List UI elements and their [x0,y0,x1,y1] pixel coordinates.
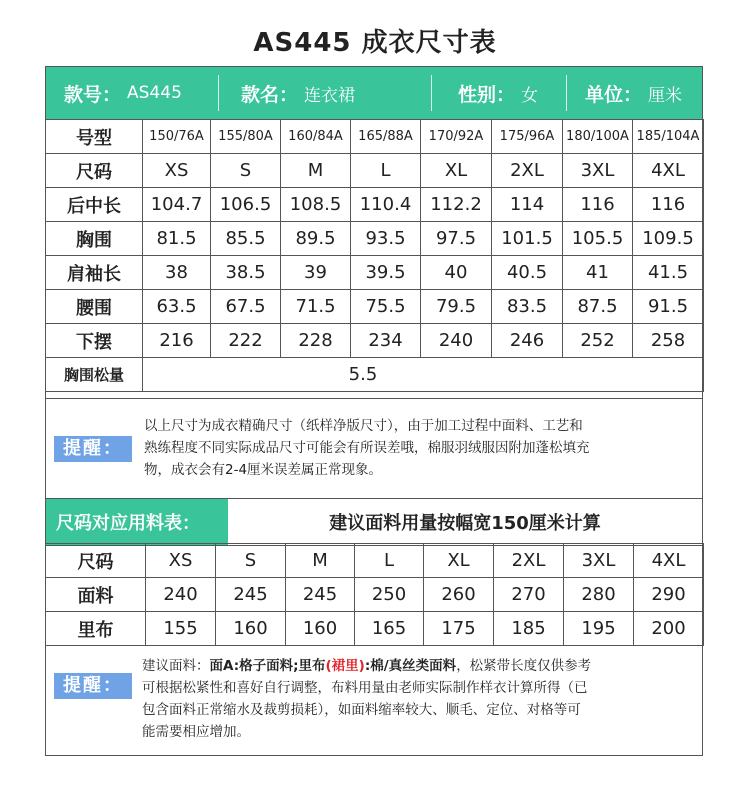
tip-line: 物，成衣会有2-4厘米误差属正常现象。 [144,462,383,478]
table-cell: 106.5 [211,188,281,222]
table-cell: 185 [494,612,564,646]
hem-row [46,324,704,358]
gender-cell [432,67,566,119]
table-cell: 245 [286,578,355,612]
table-cell: 79.5 [421,290,492,324]
table-cell: XS [143,154,211,188]
model-cell: 160/84A [281,120,351,154]
table-cell: 85.5 [211,222,281,256]
style-name-value: 连衣裙 [304,85,356,106]
row-header: 肩袖长 [46,256,143,290]
tip-text-plain: ，松紧带长度仅供参考 [456,658,592,674]
table-cell: 2XL [494,544,564,578]
tip-badge: 提醒： [54,673,132,699]
fabric-section-header [46,498,702,546]
table-cell: 91.5 [633,290,704,324]
table-cell: 216 [143,324,211,358]
tip-text-label: 建议面料： [142,658,210,674]
style-number-cell [46,67,218,119]
table-cell: 3XL [563,154,633,188]
model-cell: 175/96A [492,120,563,154]
table-cell: XS [146,544,216,578]
fabric-table [45,543,704,646]
table-cell: 160 [216,612,286,646]
fabric-section-subtitle: 建议面料用量按幅宽150厘米计算 [329,513,601,534]
model-row [46,120,704,154]
unit-cell [567,67,702,119]
tip-text-bold: :棉/真丝类面料 [364,658,457,674]
table-cell: 110.4 [351,188,421,222]
tip-text-bold: 面A:格子面料;里布 [209,658,326,674]
table-cell: 108.5 [281,188,351,222]
row-header: 面料 [46,578,146,612]
unit-label: 单位： [585,83,643,106]
tip-text [142,655,694,743]
row-header: 胸围 [46,222,143,256]
table-cell: 2XL [492,154,563,188]
table-cell: 101.5 [492,222,563,256]
table-cell: 222 [211,324,281,358]
page-title: AS445 成衣尺寸表 [253,28,497,58]
table-cell: 40 [421,256,492,290]
model-header: 号型 [46,120,143,154]
table-cell: 290 [634,578,704,612]
table-cell: 240 [146,578,216,612]
bust-ease-row [46,358,704,392]
table-cell: 3XL [564,544,634,578]
bust-ease-value: 5.5 [143,358,704,392]
main-fabric-row [46,578,704,612]
row-header: 腰围 [46,290,143,324]
table-cell: 245 [216,578,286,612]
model-cell: 185/104A [633,120,704,154]
style-number-value: AS445 [127,83,182,103]
table-cell: 39.5 [351,256,421,290]
gender-label: 性别： [458,83,516,106]
table-cell: 104.7 [143,188,211,222]
table-cell: M [281,154,351,188]
table-cell: 228 [281,324,351,358]
table-cell: 41.5 [633,256,704,290]
table-cell: 38 [143,256,211,290]
table-cell: 109.5 [633,222,704,256]
table-cell: S [216,544,286,578]
table-cell: 246 [492,324,563,358]
row-header: 尺码 [46,154,143,188]
tip-line: 可根据松紧性和喜好自行调整，布料用量由老师实际制作样衣计算所得（已 [142,680,588,696]
table-cell: 83.5 [492,290,563,324]
model-cell: 180/100A [563,120,633,154]
row-header: 下摆 [46,324,143,358]
table-cell: 105.5 [563,222,633,256]
fabric-size-row [46,544,704,578]
table-cell: 280 [564,578,634,612]
tip-line: 包含面料正常缩水及裁剪损耗），如面料缩率较大、顺毛、定位、对格等可 [142,702,581,718]
table-cell: L [355,544,424,578]
table-cell: XL [424,544,494,578]
model-cell: 170/92A [421,120,492,154]
row-header: 里布 [46,612,146,646]
table-cell: 71.5 [281,290,351,324]
model-cell: 150/76A [143,120,211,154]
table-cell: 39 [281,256,351,290]
row-header: 后中长 [46,188,143,222]
table-cell: XL [421,154,492,188]
bust-row [46,222,704,256]
table-cell: S [211,154,281,188]
table-cell: 41 [563,256,633,290]
unit-value: 厘米 [648,85,683,106]
table-cell: 38.5 [211,256,281,290]
tip-line: 熟练程度不同实际成品尺寸可能会有所误差哦，棉服羽绒服因附加蓬松填充 [144,440,590,456]
table-cell: 250 [355,578,424,612]
table-cell: 270 [494,578,564,612]
size-chart-table [45,119,704,392]
model-cell: 165/88A [351,120,421,154]
table-cell: 195 [564,612,634,646]
tip-block-2 [46,646,702,755]
tip-block-1 [46,398,702,498]
table-cell: M [286,544,355,578]
table-cell: 116 [563,188,633,222]
table-cell: 97.5 [421,222,492,256]
style-name-label: 款名： [241,83,299,106]
table-cell: 175 [424,612,494,646]
row-header: 尺码 [46,544,146,578]
tip-line [142,655,694,677]
table-cell: 4XL [633,154,704,188]
table-cell: 240 [421,324,492,358]
table-cell: 200 [634,612,704,646]
table-cell: 81.5 [143,222,211,256]
table-cell: 258 [633,324,704,358]
style-number-label: 款号： [64,83,122,106]
row-header: 胸围松量 [46,358,143,392]
table-cell: 114 [492,188,563,222]
table-cell: 40.5 [492,256,563,290]
table-cell: 75.5 [351,290,421,324]
tip-line: 以上尺寸为成衣精确尺寸（纸样净版尺寸），由于加工过程中面料、工艺和 [144,418,583,434]
size-row [46,154,704,188]
tip-text [144,415,694,481]
table-cell: 63.5 [143,290,211,324]
table-cell: 234 [351,324,421,358]
model-cell: 155/80A [211,120,281,154]
table-cell: 252 [563,324,633,358]
lining-row [46,612,704,646]
waist-row [46,290,704,324]
style-name-cell [219,67,431,119]
shoulder-sleeve-row [46,256,704,290]
table-cell: 89.5 [281,222,351,256]
table-cell: 260 [424,578,494,612]
table-cell: 4XL [634,544,704,578]
table-cell: L [351,154,421,188]
tip-line: 能需要相应增加。 [142,724,250,740]
back-length-row [46,188,704,222]
table-cell: 165 [355,612,424,646]
table-cell: 93.5 [351,222,421,256]
info-header [46,67,702,119]
table-cell: 87.5 [563,290,633,324]
table-cell: 67.5 [211,290,281,324]
tip-badge: 提醒： [54,436,132,462]
table-cell: 116 [633,188,704,222]
gender-value: 女 [521,85,539,106]
table-cell: 155 [146,612,216,646]
tip-text-highlight: (裙里) [325,658,365,674]
table-cell: 160 [286,612,355,646]
fabric-section-title: 尺码对应用料表： [46,499,228,545]
table-cell: 112.2 [421,188,492,222]
